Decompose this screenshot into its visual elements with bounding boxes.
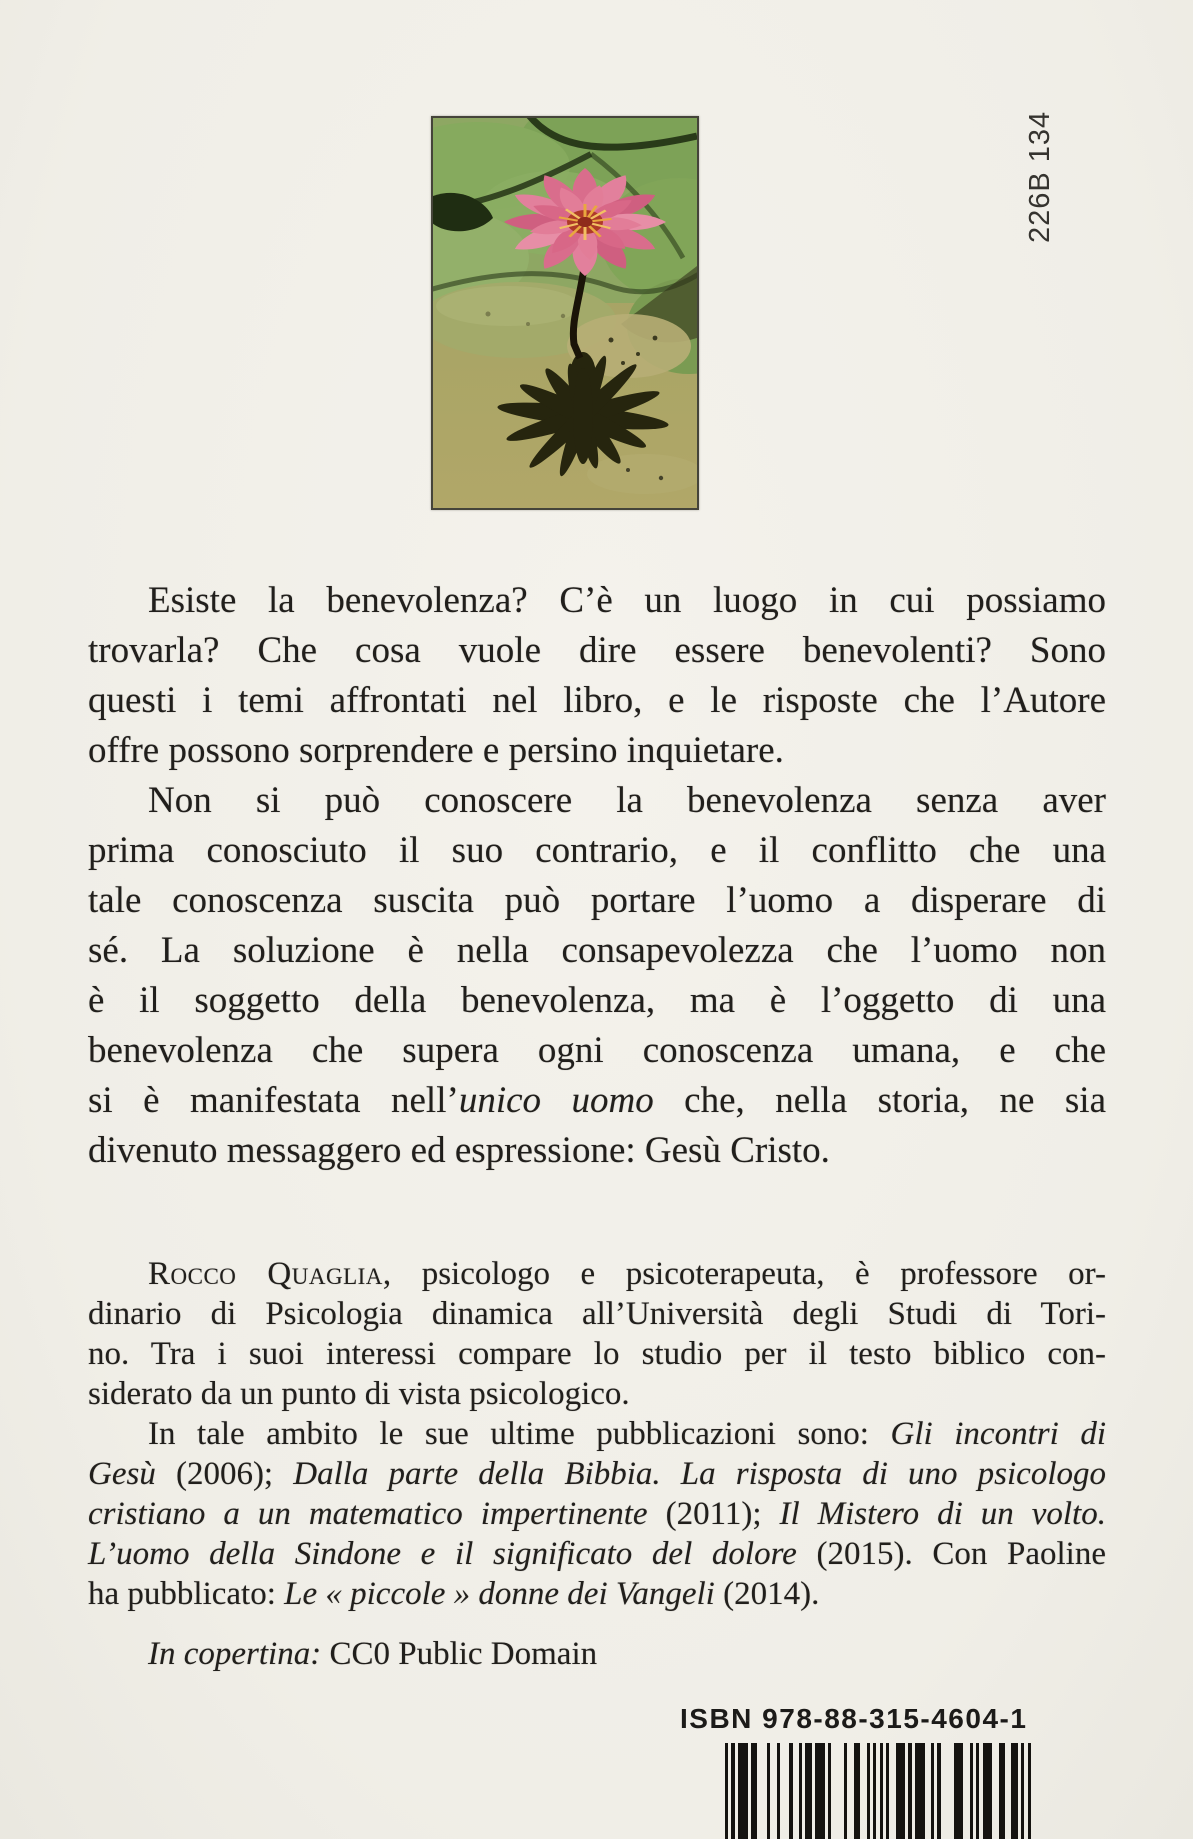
text-line <box>88 1126 1106 1176</box>
text-segment: CC0 Public Domain <box>329 1636 598 1672</box>
text-segment: Rocco Quaglia <box>148 1256 383 1292</box>
text-segment: questi i temi affrontati nel libro, e le risposte che l’Autore <box>88 680 1106 721</box>
text-segment: cristiano a un matematico impertinente <box>88 1496 648 1532</box>
text-segment: In copertina: <box>148 1636 330 1672</box>
text-line <box>88 626 1106 676</box>
text-line <box>88 726 1106 776</box>
text-segment: benevolenza che supera ogni conoscenza umana, e che <box>88 1030 1106 1071</box>
text-line <box>88 926 1106 976</box>
cover-photo <box>433 118 697 508</box>
text-segment: , psicologo e psicoterapeuta, è professore or- <box>382 1256 1106 1292</box>
text-segment: siderato da un punto di vista psicologico. <box>88 1376 630 1412</box>
text-segment: che, nella storia, ne sia <box>653 1080 1106 1121</box>
text-line <box>88 1634 1106 1674</box>
text-line <box>88 1026 1106 1076</box>
barcode-bar <box>1028 1743 1031 1839</box>
text-segment: si è manifestata nell’ <box>88 1080 459 1121</box>
text-segment: (2011); <box>647 1496 780 1532</box>
isbn-label: ISBN 978-88-315-4604-1 <box>680 1703 1028 1734</box>
text-line <box>88 826 1106 876</box>
text-segment: trovarla? Che cosa vuole dire essere benevolenti? Sono <box>88 630 1106 671</box>
text-segment: tale conoscenza suscita può portare l’uomo a disperare di <box>88 880 1106 921</box>
text-segment: offre possono sorprendere e persino inquietare. <box>88 730 784 771</box>
text-segment: Gesù <box>88 1456 156 1492</box>
text-line <box>88 1414 1106 1454</box>
text-segment: unico uomo <box>458 1080 654 1121</box>
text-line <box>88 776 1106 826</box>
text-segment: è il soggetto della benevolenza, ma è l’oggetto di una <box>88 980 1106 1021</box>
text-line <box>88 1334 1106 1374</box>
text-segment: (2015). Con Paoline <box>796 1536 1107 1572</box>
text-line <box>88 1374 1106 1414</box>
text-line <box>88 876 1106 926</box>
text-line <box>88 1254 1106 1294</box>
text-segment: (2014). <box>714 1576 820 1612</box>
text-segment: Dalla parte della Bibbia. La risposta di uno psicologo <box>293 1456 1106 1492</box>
text-segment: In tale ambito le sue ultime pubblicazioni sono: <box>148 1416 891 1452</box>
text-segment: ha pubblicato: <box>88 1576 285 1612</box>
text-segment: Il Mistero di un volto. <box>779 1496 1106 1532</box>
text-segment: divenuto messaggero ed espressione: Gesù Cristo. <box>88 1130 830 1171</box>
text-line <box>88 1494 1106 1534</box>
text-segment: dinario di Psicologia dinamica all’Università degli Studi di Tori- <box>88 1296 1106 1332</box>
text-line <box>88 576 1106 626</box>
text-segment: Esiste la benevolenza? C’è un luogo in cui possiamo <box>148 580 1106 621</box>
text-segment: Gli incontri di <box>890 1416 1106 1452</box>
ean13-barcode <box>725 1743 1031 1839</box>
synopsis-text <box>88 576 1106 1176</box>
text-segment: no. Tra i suoi interessi compare lo studio per il testo biblico con- <box>88 1336 1106 1372</box>
text-line <box>88 1294 1106 1334</box>
text-line <box>88 1574 1106 1614</box>
text-segment: Non si può conoscere la benevolenza senza aver <box>148 780 1106 821</box>
text-line <box>88 1534 1106 1574</box>
text-segment: L’uomo della Sindone e il significato del dolore <box>88 1536 797 1572</box>
text-segment: prima conosciuto il suo contrario, e il conflitto che una <box>88 830 1106 871</box>
text-line <box>88 1454 1106 1494</box>
text-line <box>88 976 1106 1026</box>
text-segment: Le « piccole » donne dei Vangeli <box>284 1576 715 1612</box>
author-bio-text <box>88 1254 1106 1614</box>
cover-credit <box>88 1634 1106 1674</box>
text-line <box>88 1076 1106 1126</box>
cover-photo-frame <box>431 116 699 510</box>
text-line <box>88 676 1106 726</box>
text-segment: (2006); <box>155 1456 294 1492</box>
spine-code-label: 226B 134 <box>1024 110 1056 243</box>
text-segment: sé. La soluzione è nella consapevolezza che l’uomo non <box>88 930 1106 971</box>
